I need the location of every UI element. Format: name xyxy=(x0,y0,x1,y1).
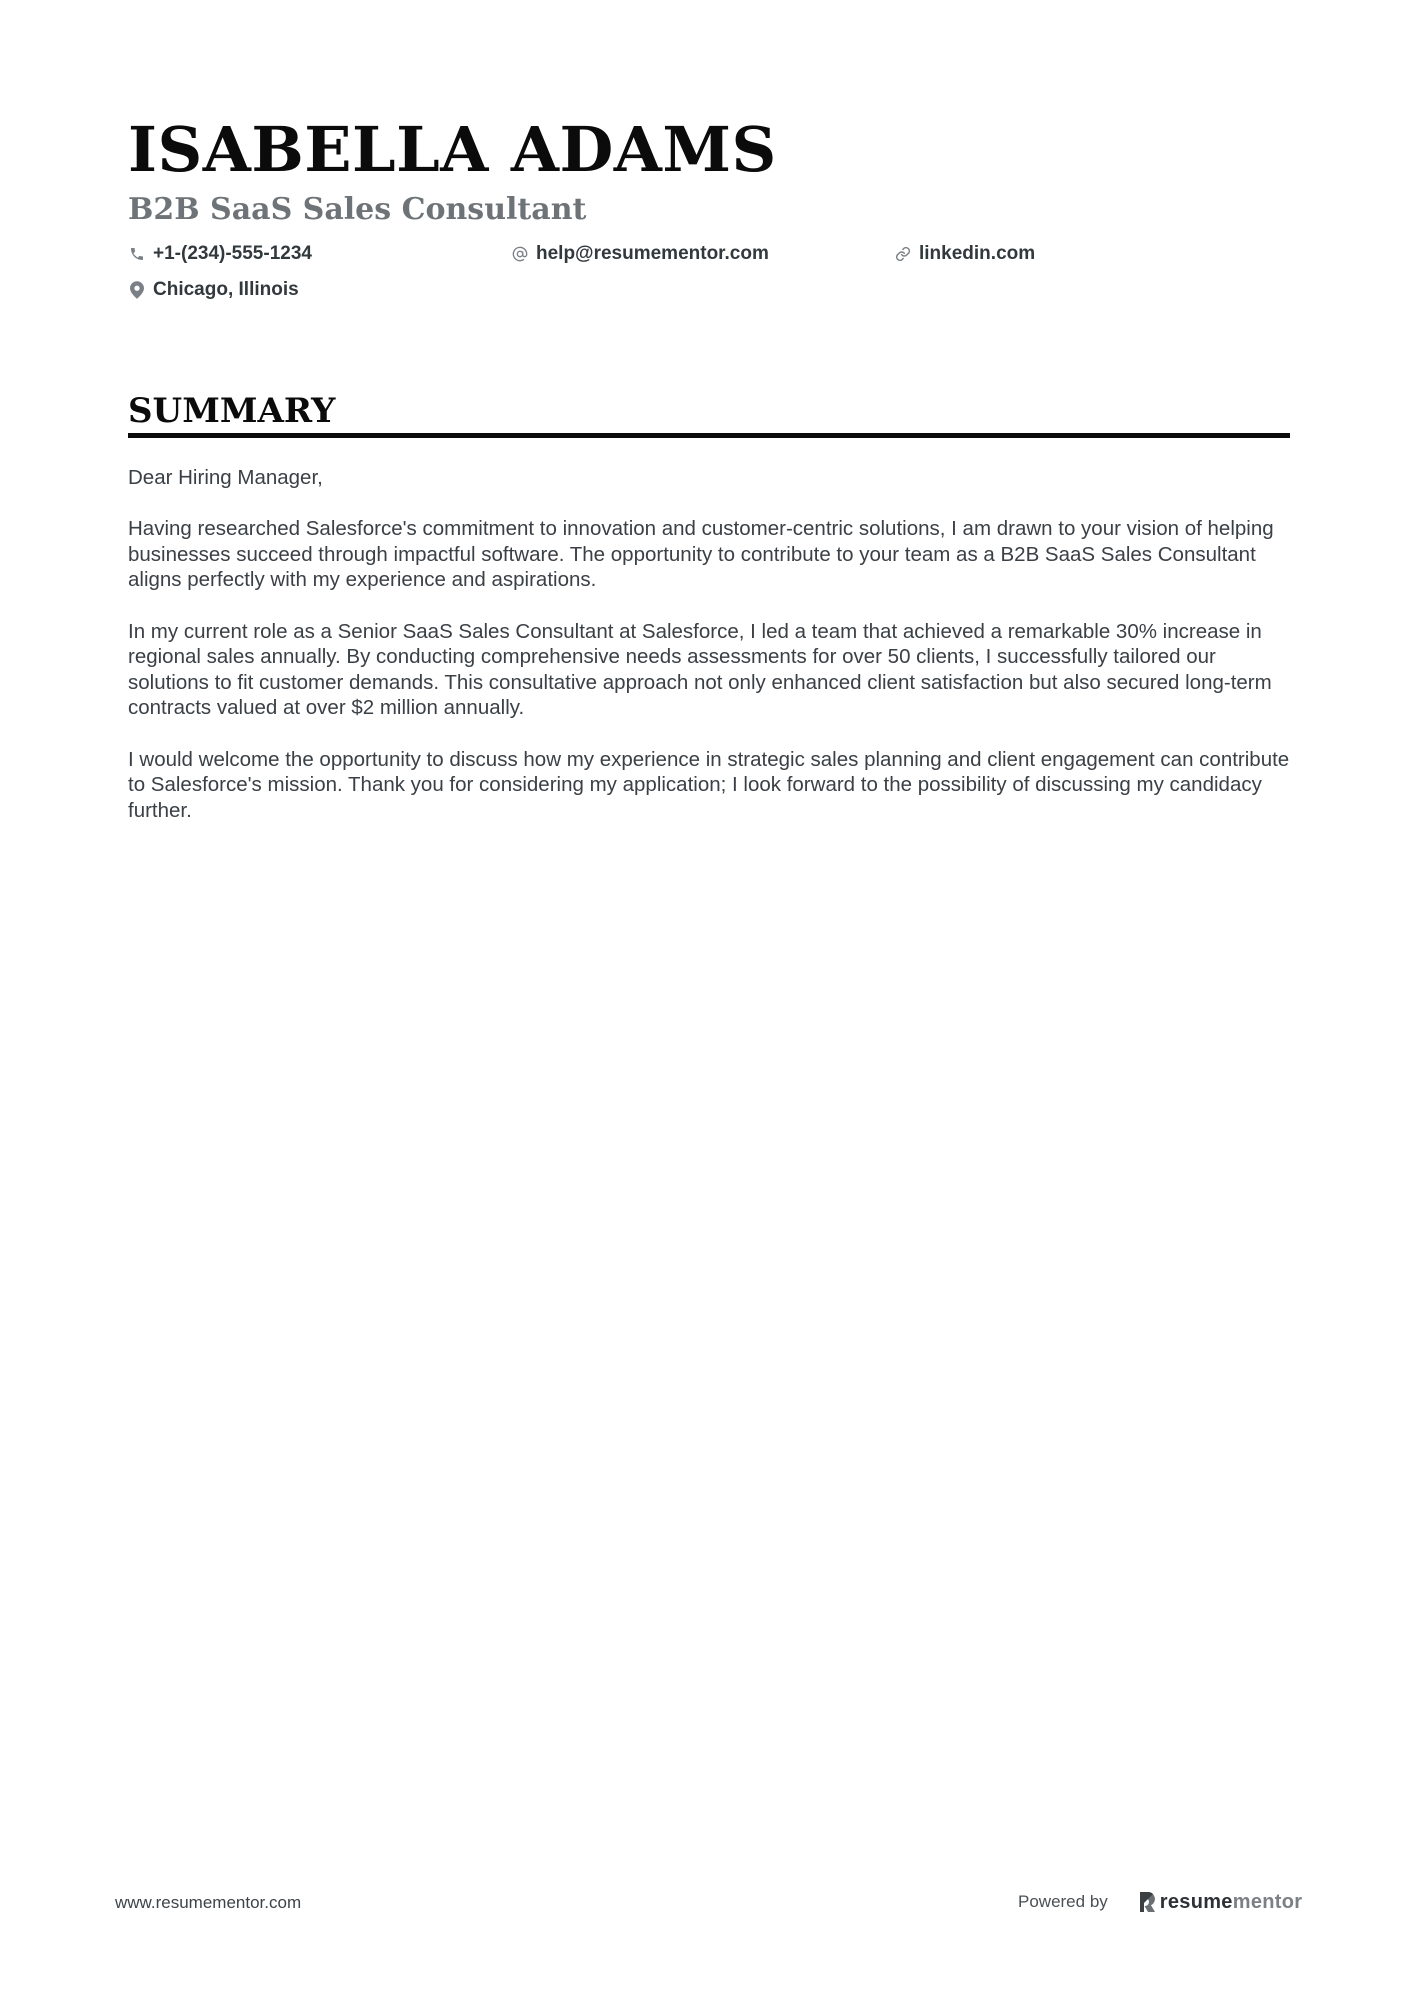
paragraph-intro: Having researched Salesforce's commitment to innovation and customer-centric solutions, I am drawn to your vision of helping businesses succeed through impactful software. The opportunity to contribute to your team as a B2B SaaS Sales Consultant aligns perfectly with my experience and aspirations. xyxy=(128,517,1274,592)
contact-website[interactable] xyxy=(894,240,1035,268)
footer-branding xyxy=(1018,1888,1302,1916)
contact-location xyxy=(128,276,299,304)
phone-number: +1-(234)-555-1234 xyxy=(153,243,312,264)
logo-text-resume: resume xyxy=(1159,1890,1233,1913)
contact-row-2 xyxy=(128,276,1290,304)
section-divider xyxy=(128,433,1290,438)
paragraph-experience: In my current role as a Senior SaaS Sales Consultant at Salesforce, I led a team that achieved a remarkable 30% increase in regional sales annually. By conducting comprehensive needs assessments for over 50 clients, I successfully tailored our solutions to fit customer demands. This consultative approach not only enhanced client satisfaction but also secured long-term contracts valued at over $2 million annually. xyxy=(128,619,1272,720)
location-text: Chicago, Illinois xyxy=(153,279,299,300)
powered-by-label: Powered by xyxy=(1018,1892,1108,1911)
contact-email[interactable] xyxy=(511,240,769,268)
summary-heading: SUMMARY xyxy=(128,391,336,431)
link-icon xyxy=(894,245,912,263)
candidate-name: ISABELLA ADAMS xyxy=(128,113,777,186)
footer-website-link[interactable]: www.resumementor.com xyxy=(115,1893,302,1912)
summary-body xyxy=(128,465,1298,849)
logo-text-mentor: mentor xyxy=(1232,1890,1303,1913)
resumementor-logo-icon xyxy=(1138,1891,1156,1913)
email-address[interactable]: help@resumementor.com xyxy=(536,243,769,264)
resumementor-logo[interactable] xyxy=(1138,1891,1303,1914)
contact-phone xyxy=(128,240,312,268)
at-icon xyxy=(511,245,529,263)
contact-row xyxy=(128,240,1290,268)
paragraph-closing: I would welcome the opportunity to discuss how my experience in strategic sales planning and client engagement can contribute to Salesforce's mission. Thank you for considering my application; I look forward to the possibility of discussing my candidacy further. xyxy=(128,747,1290,822)
greeting: Dear Hiring Manager, xyxy=(128,466,323,489)
job-title: B2B SaaS Sales Consultant xyxy=(128,192,587,227)
website-link[interactable]: linkedin.com xyxy=(919,243,1036,264)
map-pin-icon xyxy=(128,281,146,299)
phone-icon xyxy=(128,245,146,263)
